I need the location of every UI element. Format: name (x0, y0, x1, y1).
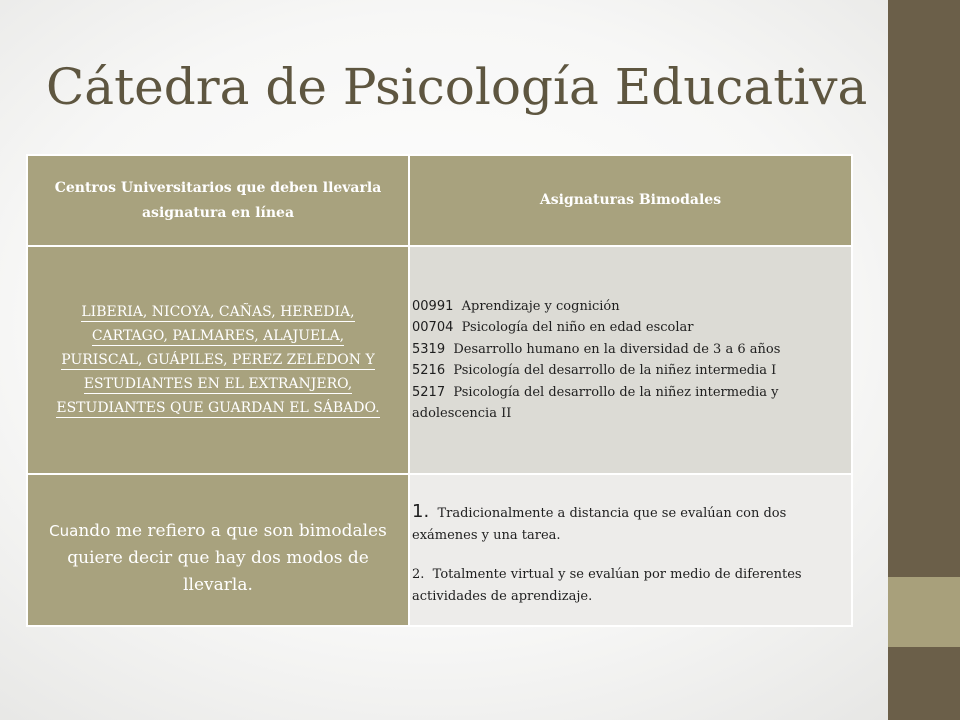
side-accent (888, 577, 960, 647)
note-cell (27, 474, 409, 626)
modes-cell (409, 474, 852, 626)
course-item (412, 339, 845, 361)
course-name: Psicología del niño en edad escolar (461, 320, 694, 335)
courses-table (26, 154, 853, 627)
course-code: 00991 (412, 298, 454, 314)
course-item (412, 360, 845, 382)
course-item (412, 296, 845, 318)
table-row (27, 246, 852, 474)
note-lead: Cua (49, 521, 79, 540)
course-code: 5319 (412, 341, 446, 357)
note-rest: ndo me refiero a que son bimodales quiere decir que hay dos modos de llevarla. (67, 520, 387, 595)
course-name: Psicología del desarrollo de la niñez intermedia y adolescencia II (412, 384, 779, 421)
center-line: LIBERIA, NICOYA, CAÑAS, HEREDIA, (81, 304, 355, 320)
centers-cell (27, 246, 409, 474)
center-line: CARTAGO, PALMARES, ALAJUELA, (91, 328, 345, 344)
header-bimodal (409, 155, 852, 246)
mode-text: Totalmente virtual y se evalúan por medio de diferentes actividades de aprendizaje. (412, 566, 802, 604)
table-header-row (27, 155, 852, 246)
center-line: PURISCAL, GUÁPILES, PEREZ ZELEDON Y (61, 352, 375, 368)
center-line: ESTUDIANTES QUE GUARDAN EL SÁBADO. (56, 400, 380, 416)
mode-number: 2. (412, 566, 425, 582)
header-centers (27, 155, 409, 246)
header-centers-label: Centros Universitarios que deben llevarla asignatura en línea (54, 179, 382, 221)
modes-list (410, 493, 851, 608)
course-code: 00704 (412, 320, 454, 335)
course-item (412, 382, 845, 425)
header-bimodal-label: Asignaturas Bimodales (539, 192, 722, 208)
course-name: Aprendizaje y cognición (461, 298, 620, 314)
mode-item (412, 564, 843, 608)
course-name: Desarrollo humano en la diversidad de 3 a 6 años (453, 341, 781, 357)
centers-list (54, 300, 381, 420)
course-item (412, 317, 845, 339)
mode-item (412, 501, 843, 547)
course-name: Psicología del desarrollo de la niñez intermedia I (453, 363, 777, 378)
table-row (27, 474, 852, 626)
center-line: ESTUDIANTES EN EL EXTRANJERO, (83, 376, 353, 392)
mode-number: 1. (412, 500, 430, 522)
course-code: 5216 (412, 363, 446, 378)
mode-text: Tradicionalmente a distancia que se evalúan con dos exámenes y una tarea. (412, 505, 787, 543)
slide-title: Cátedra de Psicología Educativa (46, 58, 868, 116)
course-code: 5217 (412, 384, 446, 400)
course-list (410, 296, 851, 425)
bimodal-note (28, 502, 408, 599)
courses-cell (409, 246, 852, 474)
